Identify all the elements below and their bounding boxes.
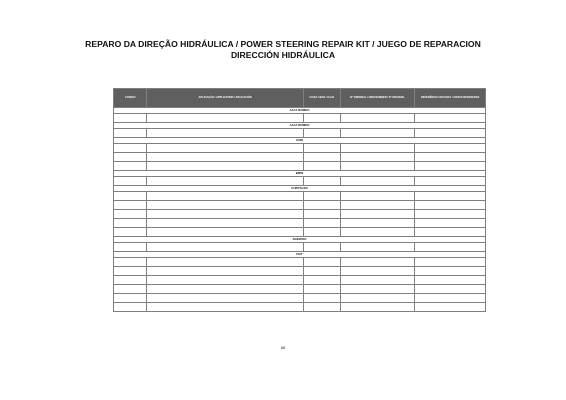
column-header-code: CÓDIGO	[114, 89, 147, 108]
application-cell	[147, 219, 303, 228]
application-cell	[147, 129, 303, 138]
application-cell	[147, 267, 303, 276]
oe-number-cell	[340, 129, 414, 138]
qty-cell	[303, 267, 340, 276]
cross-reference-cell	[415, 192, 486, 201]
cross-reference-cell	[415, 303, 486, 312]
qty-cell	[303, 210, 340, 219]
column-header-application: APLICAÇÃO / APPLICATION / APLICACIÓN	[147, 89, 303, 108]
application-cell	[147, 201, 303, 210]
table-row	[114, 219, 486, 228]
page-number: 88	[280, 345, 286, 350]
qty-cell	[303, 114, 340, 123]
oe-number-cell	[340, 294, 414, 303]
oe-number-cell	[340, 267, 414, 276]
application-cell	[147, 162, 303, 171]
cross-reference-cell	[415, 267, 486, 276]
table-row	[114, 258, 486, 267]
oe-number-cell	[340, 243, 414, 252]
code-cell	[114, 294, 147, 303]
code-cell	[114, 285, 147, 294]
cross-reference-cell	[415, 114, 486, 123]
table-row	[114, 267, 486, 276]
code-cell	[114, 162, 147, 171]
qty-cell	[303, 276, 340, 285]
cross-reference-cell	[415, 285, 486, 294]
qty-cell	[303, 285, 340, 294]
application-cell	[147, 303, 303, 312]
qty-cell	[303, 162, 340, 171]
code-cell	[114, 153, 147, 162]
application-cell	[147, 210, 303, 219]
table-row	[114, 276, 486, 285]
code-cell	[114, 192, 147, 201]
application-cell	[147, 144, 303, 153]
cross-reference-cell	[415, 294, 486, 303]
oe-number-cell	[340, 210, 414, 219]
qty-cell	[303, 258, 340, 267]
brand-label: FIAT	[114, 252, 486, 258]
application-cell	[147, 294, 303, 303]
code-cell	[114, 219, 147, 228]
code-cell	[114, 129, 147, 138]
application-cell	[147, 153, 303, 162]
brand-label: BMW	[114, 171, 486, 177]
oe-number-cell	[340, 114, 414, 123]
table-row	[114, 114, 486, 123]
qty-cell	[303, 294, 340, 303]
cross-reference-cell	[415, 243, 486, 252]
table-row	[114, 162, 486, 171]
oe-number-cell	[340, 177, 414, 186]
cross-reference-cell	[415, 201, 486, 210]
cross-reference-cell	[415, 276, 486, 285]
qty-cell	[303, 201, 340, 210]
table-row	[114, 303, 486, 312]
oe-number-cell	[340, 144, 414, 153]
qty-cell	[303, 243, 340, 252]
code-cell	[114, 228, 147, 237]
code-cell	[114, 258, 147, 267]
cross-reference-cell	[415, 210, 486, 219]
oe-number-cell	[340, 228, 414, 237]
brand-label: ALFA ROMEO	[114, 123, 486, 129]
table-row	[114, 201, 486, 210]
oe-number-cell	[340, 153, 414, 162]
table-row	[114, 177, 486, 186]
oe-number-cell	[340, 201, 414, 210]
cross-reference-cell	[415, 129, 486, 138]
table-row	[114, 144, 486, 153]
qty-cell	[303, 153, 340, 162]
code-cell	[114, 144, 147, 153]
table-row	[114, 192, 486, 201]
table-row	[114, 210, 486, 219]
oe-number-cell	[340, 276, 414, 285]
code-cell	[114, 303, 147, 312]
table-row	[114, 285, 486, 294]
cross-reference-cell	[415, 153, 486, 162]
brand-label: CHRYSLER	[114, 186, 486, 192]
code-cell	[114, 243, 147, 252]
table-row	[114, 294, 486, 303]
column-header-qty: CAIXA / BOX / CAJA	[303, 89, 340, 108]
cross-reference-cell	[415, 177, 486, 186]
brand-label: ALFA ROMEO	[114, 108, 486, 114]
oe-number-cell	[340, 303, 414, 312]
table-row	[114, 153, 486, 162]
page-title: REPARO DA DIREÇÃO HIDRÁULICA / POWER STEERING REPAIR KIT / JUEGO DE REPARACION DIRECCIÓN HIDRÁULICA	[85, 39, 481, 60]
application-cell	[147, 177, 303, 186]
oe-number-cell	[340, 192, 414, 201]
code-cell	[114, 267, 147, 276]
oe-number-cell	[340, 219, 414, 228]
cross-reference-cell	[415, 228, 486, 237]
column-header-oe-number: Nº ORIGINAL / OEM NUMBER / Nº ORIGINAL	[340, 89, 414, 108]
code-cell	[114, 114, 147, 123]
code-cell	[114, 276, 147, 285]
application-cell	[147, 258, 303, 267]
column-header-cross-reference: REFERÊNCIA CRUZADA / CROSS REFERENCE	[415, 89, 486, 108]
application-cell	[147, 285, 303, 294]
application-cell	[147, 114, 303, 123]
cross-reference-cell	[415, 162, 486, 171]
qty-cell	[303, 177, 340, 186]
application-cell	[147, 192, 303, 201]
table-row	[114, 228, 486, 237]
qty-cell	[303, 219, 340, 228]
oe-number-cell	[340, 258, 414, 267]
cross-reference-cell	[415, 219, 486, 228]
repair-kit-table	[113, 88, 486, 312]
brand-label: AUDI	[114, 138, 486, 144]
oe-number-cell	[340, 285, 414, 294]
code-cell	[114, 177, 147, 186]
qty-cell	[303, 129, 340, 138]
application-cell	[147, 276, 303, 285]
qty-cell	[303, 228, 340, 237]
application-cell	[147, 243, 303, 252]
cross-reference-cell	[415, 258, 486, 267]
qty-cell	[303, 192, 340, 201]
code-cell	[114, 201, 147, 210]
table-row	[114, 129, 486, 138]
oe-number-cell	[340, 162, 414, 171]
application-cell	[147, 228, 303, 237]
qty-cell	[303, 303, 340, 312]
table-header-row	[114, 89, 486, 108]
qty-cell	[303, 144, 340, 153]
table-row	[114, 243, 486, 252]
code-cell	[114, 210, 147, 219]
cross-reference-cell	[415, 144, 486, 153]
brand-label: DAEWOO	[114, 237, 486, 243]
